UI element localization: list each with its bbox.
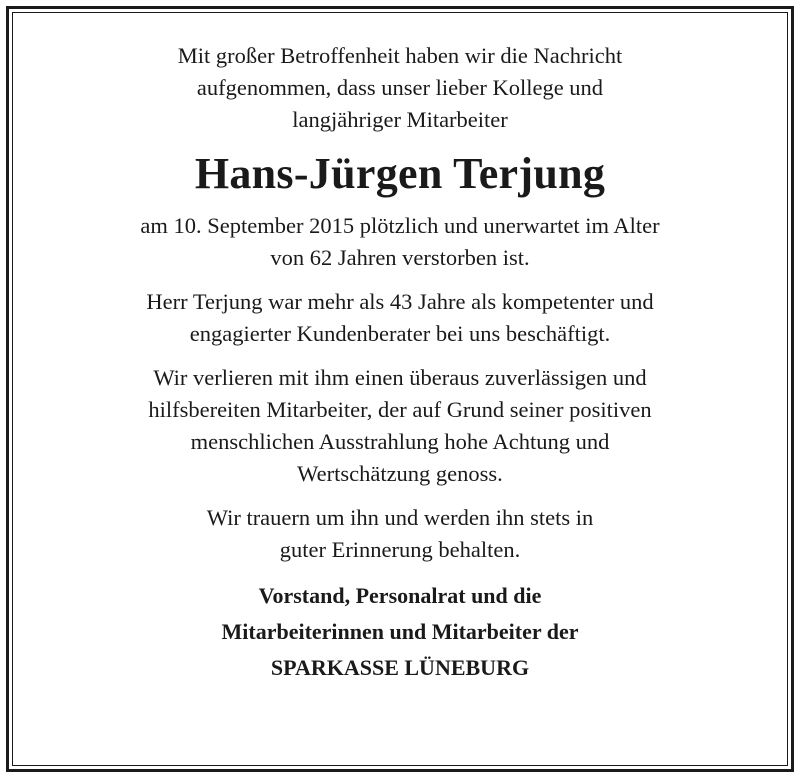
paragraph-line: Wertschätzung genoss. [297, 461, 503, 486]
tribute-paragraph [30, 362, 770, 490]
intro-line: langjähriger Mitarbeiter [292, 107, 508, 132]
death-date-paragraph [30, 210, 770, 274]
paragraph-line: hilfsbereiten Mitarbeiter, der auf Grund seiner positiven [148, 397, 652, 422]
paragraph-line: Wir verlieren mit ihm einen überaus zuverlässigen und [153, 365, 647, 390]
paragraph-line: guter Erinnerung behalten. [279, 537, 521, 562]
signature-line: Vorstand, Personalrat und die [258, 583, 542, 608]
paragraph-line: am 10. September 2015 plötzlich und unerwartet im Alter [140, 213, 660, 238]
intro-line: Mit großer Betroffenheit haben wir die Nachricht [177, 43, 623, 68]
signature-block [30, 578, 770, 686]
paragraph-line: engagierter Kundenberater bei uns beschäftigt. [189, 321, 611, 346]
paragraph-line: von 62 Jahren verstorben ist. [270, 245, 530, 270]
intro-text [30, 40, 770, 136]
paragraph-line: Wir trauern um ihn und werden ihn stets in [206, 505, 594, 530]
intro-line: aufgenommen, dass unser lieber Kollege und [196, 75, 604, 100]
paragraph-line: menschlichen Ausstrahlung hohe Achtung und [190, 429, 610, 454]
deceased-name: Hans-Jürgen Terjung [194, 149, 606, 198]
organization-name: SPARKASSE LÜNEBURG [270, 655, 530, 680]
obituary-notice [30, 40, 770, 686]
signature-line: Mitarbeiterinnen und Mitarbeiter der [221, 619, 579, 644]
career-paragraph [30, 286, 770, 350]
paragraph-line: Herr Terjung war mehr als 43 Jahre als kompetenter und [146, 289, 654, 314]
mourning-paragraph [30, 502, 770, 566]
